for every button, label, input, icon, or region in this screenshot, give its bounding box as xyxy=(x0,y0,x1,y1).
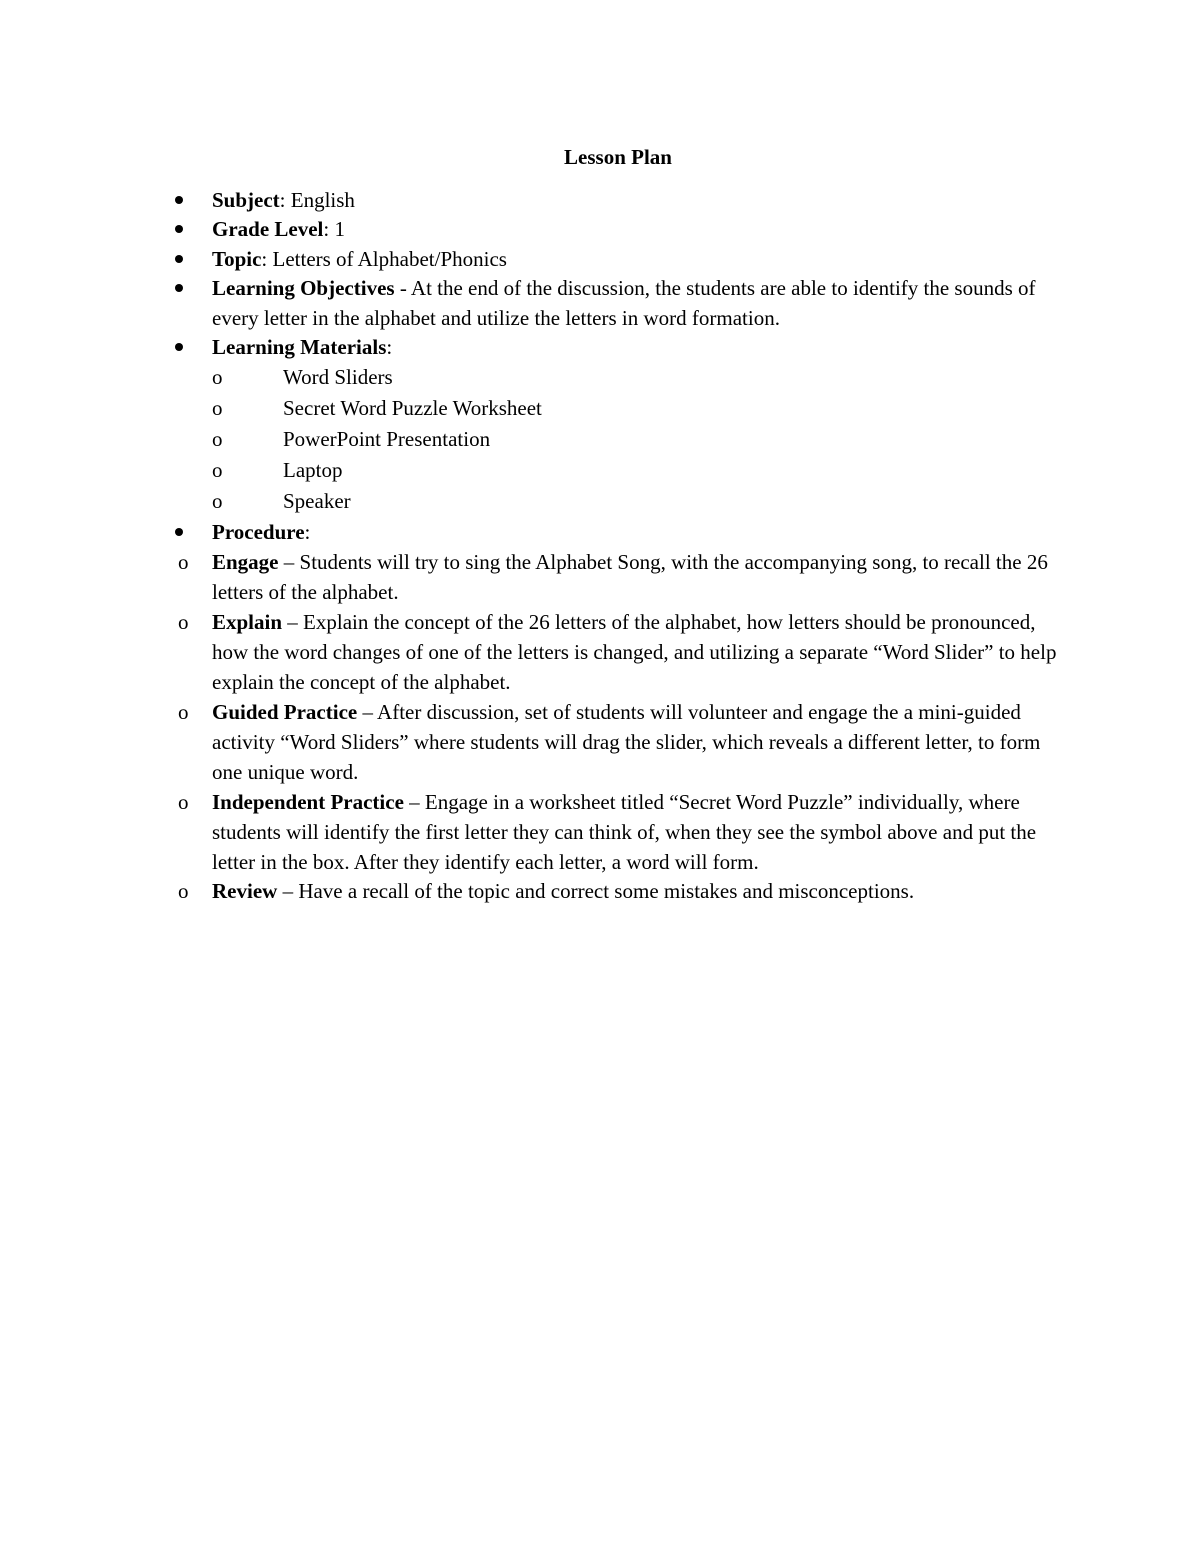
procedure-step-text xyxy=(212,697,1062,787)
bullet-icon xyxy=(175,255,183,263)
objectives-value: - At the end of the discussion, the students are able to identify the sounds of every letter in the alphabet and utilize the letters in word formation. xyxy=(212,276,1036,330)
bullet-icon xyxy=(175,528,183,536)
material-item-text: Laptop xyxy=(283,458,343,482)
step-label: Explain xyxy=(212,610,283,634)
circle-bullet-icon: o xyxy=(212,427,223,451)
circle-bullet-icon: o xyxy=(178,610,189,634)
topic-label: Topic xyxy=(212,247,262,271)
grade-value: : 1 xyxy=(323,217,345,241)
info-grade-text xyxy=(212,214,1062,244)
procedure-step-text xyxy=(212,607,1062,697)
info-objectives-text xyxy=(212,273,1062,333)
circle-bullet-icon: o xyxy=(212,365,223,389)
info-subject-text xyxy=(212,185,1062,215)
step-label: Engage xyxy=(212,550,279,574)
materials-value: : xyxy=(386,335,393,359)
grade-label: Grade Level xyxy=(212,217,324,241)
bullet-icon xyxy=(175,284,183,292)
step-description: – Explain the concept of the 26 letters of the alphabet, how letters should be pronounced, how the word changes of one of the letters is changed, and utilizing a separate “Word Slider” to help explain the concept of the alphabet. xyxy=(212,610,1057,694)
circle-bullet-icon: o xyxy=(212,458,223,482)
subject-value: : English xyxy=(279,188,355,212)
circle-bullet-icon: o xyxy=(212,396,223,420)
circle-bullet-icon: o xyxy=(178,790,189,814)
info-topic-text xyxy=(212,244,1062,274)
info-procedure-text xyxy=(212,517,1062,547)
bullet-icon xyxy=(175,225,183,233)
step-label: Guided Practice xyxy=(212,700,358,724)
procedure-label: Procedure xyxy=(212,520,305,544)
bullet-icon xyxy=(175,196,183,204)
material-item-text: PowerPoint Presentation xyxy=(283,427,491,451)
step-description: – After discussion, set of students will volunteer and engage the a mini-guided activity “Word Sliders” where students will drag the slider, which reveals a different letter, to form one unique word. xyxy=(212,700,1041,784)
material-item-text: Secret Word Puzzle Worksheet xyxy=(283,396,542,420)
circle-bullet-icon: o xyxy=(178,700,189,724)
material-item-text: Word Sliders xyxy=(283,365,393,389)
objectives-label: Learning Objectives xyxy=(212,276,395,300)
circle-bullet-icon: o xyxy=(178,550,189,574)
procedure-step-text xyxy=(212,876,1062,906)
procedure-step-text xyxy=(212,787,1062,877)
circle-bullet-icon: o xyxy=(212,489,223,513)
material-item-text: Speaker xyxy=(283,489,351,513)
page-title: Lesson Plan xyxy=(564,145,672,169)
step-label: Review xyxy=(212,879,278,903)
bullet-icon xyxy=(175,343,183,351)
procedure-step-text xyxy=(212,547,1062,607)
step-description: – Have a recall of the topic and correct some mistakes and misconceptions. xyxy=(277,879,915,903)
info-materials-text xyxy=(212,332,1062,362)
subject-label: Subject xyxy=(212,188,280,212)
step-label: Independent Practice xyxy=(212,790,404,814)
step-description: – Students will try to sing the Alphabet Song, with the accompanying song, to recall the 26 letters of the alphabet. xyxy=(212,550,1048,604)
materials-label: Learning Materials xyxy=(212,335,387,359)
circle-bullet-icon: o xyxy=(178,879,189,903)
step-description: – Engage in a worksheet titled “Secret Word Puzzle” individually, where students will identify the first letter they can think of, when they see the symbol above and put the letter in the box. After they identify each letter, a word will form. xyxy=(212,790,1037,874)
topic-value: : Letters of Alphabet/Phonics xyxy=(261,247,507,271)
procedure-value: : xyxy=(304,520,311,544)
